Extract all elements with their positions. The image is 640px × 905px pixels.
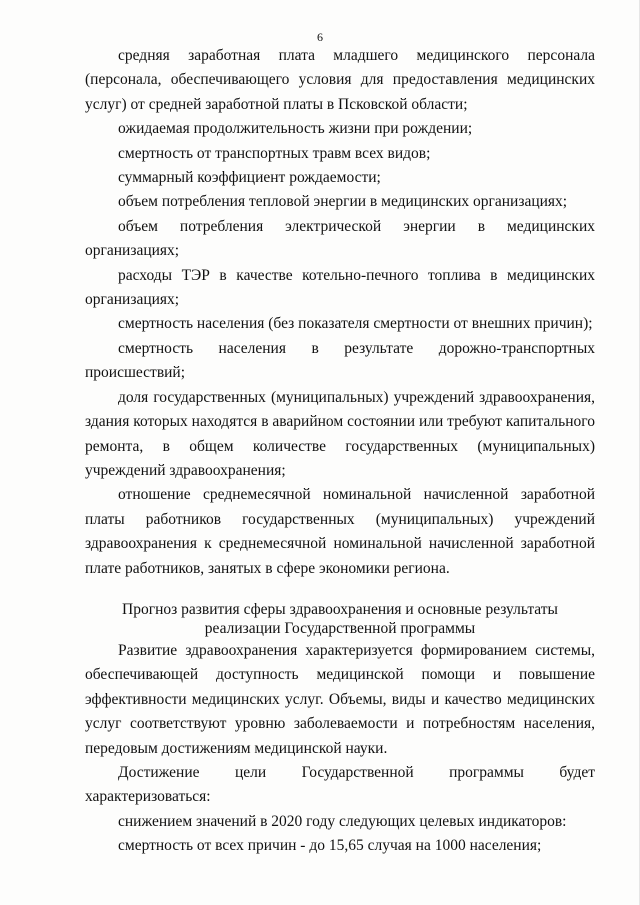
document-body	[85, 44, 595, 859]
list-item: отношение среднемесячной номинальной начисленной заработной платы работников государственных (муниципальных) учреждений здравоохранения к среднемесячной номинальной начисленной заработной плате работников, занятых в сфере экономики региона.	[85, 486, 595, 577]
list-item: суммарный коэффициент рождаемости;	[118, 169, 381, 187]
list-item: смертность от транспортных травм всех видов;	[118, 144, 431, 162]
list-item: расходы ТЭР в качестве котельно-печного топлива в медицинских организациях;	[85, 266, 595, 309]
list-item: доля государственных (муниципальных) учреждений здравоохранения, здания которых находятся в аварийном состоянии или требуют капитального ремонта, в общем количестве государственных (муниципальных) учреждений здравоохранения;	[85, 388, 595, 479]
section-heading-line: Прогноз развития сферы здравоохранения и основные результаты	[122, 600, 558, 618]
section-paragraph: Развитие здравоохранения характеризуется формированием системы, обеспечивающей доступность медицинской помощи и повышение эффективности медицинских услуг. Объемы, виды и качество медицинских услуг соответствуют уровню заболеваемости и потребностям населения, передовым достижениям медицинской науки.	[85, 641, 595, 757]
list-item: смертность населения (без показателя смертности от внешних причин);	[118, 315, 593, 333]
section-paragraph: снижением значений в 2020 году следующих целевых индикаторов:	[118, 812, 567, 830]
section-heading	[85, 600, 595, 639]
section-paragraph: смертность от всех причин - до 15,65 случая на 1000 населения;	[118, 837, 542, 855]
section-heading-line: реализации Государственной программы	[204, 620, 476, 638]
list-item: смертность населения в результате дорожно-транспортных происшествий;	[85, 339, 595, 382]
section-paragraph: Достижение цели Государственной программы будет характеризоваться:	[85, 763, 595, 806]
list-item: объем потребления электрической энергии в медицинских организациях;	[85, 217, 595, 260]
list-item: объем потребления тепловой энергии в медицинских организациях;	[118, 193, 568, 211]
list-item: средняя заработная плата младшего медицинского персонала (персонала, обеспечивающего условия для предоставления медицинских услуг) от средней заработной платы в Псковской области;	[85, 47, 595, 113]
page-number: 6	[317, 30, 323, 44]
list-item: ожидаемая продолжительность жизни при рождении;	[118, 120, 473, 138]
